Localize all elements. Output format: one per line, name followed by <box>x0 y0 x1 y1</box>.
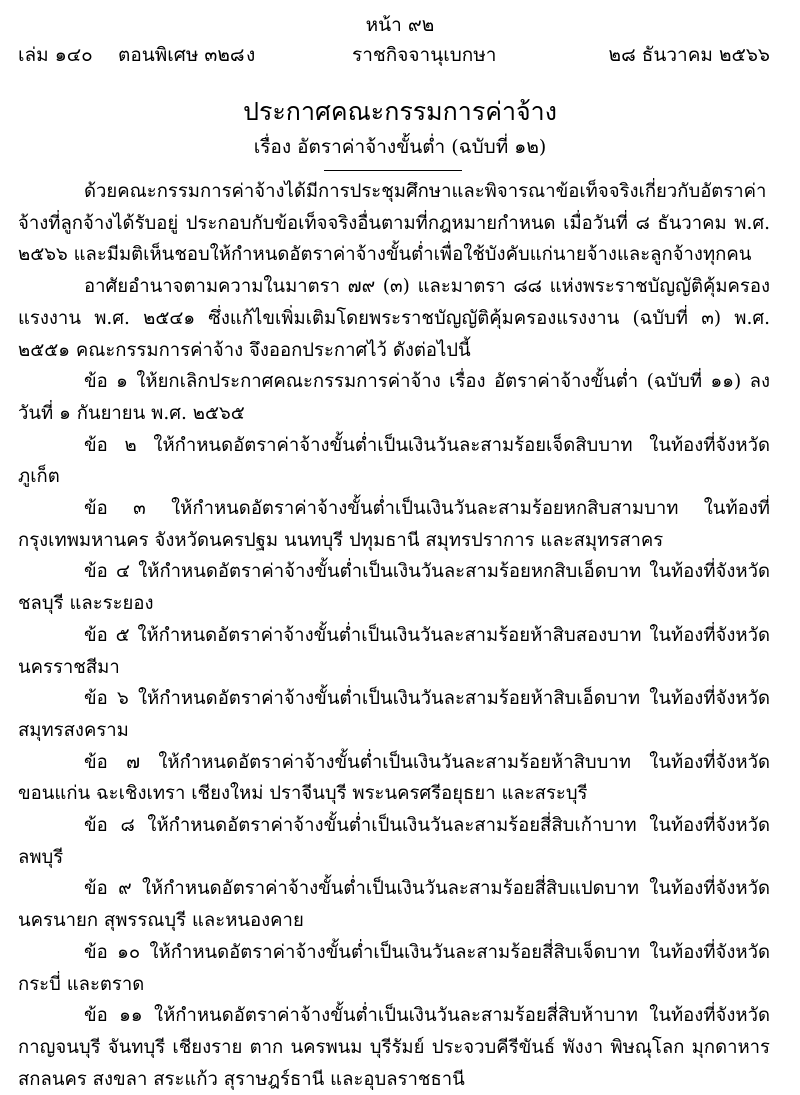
clause-11: ข้อ ๑๑ ให้กำหนดอัตราค่าจ้างขั้นต่ำเป็นเงินวันละสามร้อยสี่สิบห้าบาท ในท้องที่จังหวัดกาญจนบุรี จันทบุรี เชียงราย ตาก นครพนม บุรีรัมย์ ประจวบคีรีขันธ์ พังงา พิษณุโลก มุกดาหาร สกลนคร สงขลา สระแก้ว สุราษฎร์ธานี และอุบลราชธานี <box>18 1005 770 1090</box>
announcement-title: ประกาศคณะกรรมการค่าจ้าง <box>243 97 557 126</box>
authority-paragraph: อาศัยอำนาจตามความในมาตรา ๗๙ (๓) และมาตรา ๘๘ แห่งพระราชบัญญัติคุ้มครองแรงงาน พ.ศ. ๒๕๔๑ ซึ่งแก้ไขเพิ่มเติมโดยพระราชบัญญัติคุ้มครองแรงงาน (ฉบับที่ ๓) พ.ศ. ๒๕๕๑ คณะกรรมการค่าจ้าง จึงออกประกาศไว้ ดังต่อไปนี้ <box>18 276 770 361</box>
clause-1: ข้อ ๑ ให้ยกเลิกประกาศคณะกรรมการค่าจ้าง เรื่อง อัตราค่าจ้างขั้นต่ำ (ฉบับที่ ๑๑) ลงวันที่ ๑ กันยายน พ.ศ. ๒๕๖๕ <box>18 371 770 424</box>
publication-date: ๒๘ ธันวาคม ๒๕๖๖ <box>608 44 770 66</box>
clause-2: ข้อ ๒ ให้กำหนดอัตราค่าจ้างขั้นต่ำเป็นเงินวันละสามร้อยเจ็ดสิบบาท ในท้องที่จังหวัดภูเก็ต <box>18 434 770 488</box>
preamble-paragraph: ด้วยคณะกรรมการค่าจ้างได้มีการประชุมศึกษาและพิจารณาข้อเท็จจริงเกี่ยวกับอัตราค่าจ้างที่ลูกจ้างได้รับอยู่ ประกอบกับข้อเท็จจริงอื่นตามที่กฎหมายกำหนด เมื่อวันที่ ๘ ธันวาคม พ.ศ. ๒๕๖๖ และมีมติเห็นชอบให้กำหนดอัตราค่าจ้างขั้นต่ำเพื่อใช้บังคับแก่นายจ้างและลูกจ้างทุกคน <box>18 181 770 266</box>
clause-10: ข้อ ๑๐ ให้กำหนดอัตราค่าจ้างขั้นต่ำเป็นเงินวันละสามร้อยสี่สิบเจ็ดบาท ในท้องที่จังหวัดกระบี่ และตราด <box>18 941 770 995</box>
gazette-name: ราชกิจจานุเบกษา <box>352 44 497 66</box>
clause-5: ข้อ ๕ ให้กำหนดอัตราค่าจ้างขั้นต่ำเป็นเงินวันละสามร้อยห้าสิบสองบาท ในท้องที่จังหวัดนครราชสีมา <box>18 624 770 678</box>
clause-3: ข้อ ๓ ให้กำหนดอัตราค่าจ้างขั้นต่ำเป็นเงินวันละสามร้อยหกสิบสามบาท ในท้องที่กรุงเทพมหานคร จังหวัดนครปฐม นนทบุรี ปทุมธานี สมุทรปราการ และสมุทรสาคร <box>18 498 770 551</box>
title-divider <box>324 170 462 171</box>
clause-7: ข้อ ๗ ให้กำหนดอัตราค่าจ้างขั้นต่ำเป็นเงินวันละสามร้อยห้าสิบบาท ในท้องที่จังหวัดขอนแก่น ฉะเชิงเทรา เชียงใหม่ ปราจีนบุรี พระนครศรีอยุธยา และสระบุรี <box>18 751 770 805</box>
announcement-body <box>18 176 770 1095</box>
announcement-subject: เรื่อง อัตราค่าจ้างขั้นต่ำ (ฉบับที่ ๑๒) <box>253 136 547 158</box>
clause-4: ข้อ ๔ ให้กำหนดอัตราค่าจ้างขั้นต่ำเป็นเงินวันละสามร้อยหกสิบเอ็ดบาท ในท้องที่จังหวัดชลบุรี และระยอง <box>18 561 770 615</box>
clause-8: ข้อ ๘ ให้กำหนดอัตราค่าจ้างขั้นต่ำเป็นเงินวันละสามร้อยสี่สิบเก้าบาท ในท้องที่จังหวัดลพบุรี <box>18 815 770 868</box>
issue-number: ตอนพิเศษ ๓๒๘ <box>118 44 245 66</box>
clause-6: ข้อ ๖ ให้กำหนดอัตราค่าจ้างขั้นต่ำเป็นเงินวันละสามร้อยห้าสิบเอ็ดบาท ในท้องที่จังหวัดสมุทรสงคราม <box>18 688 770 741</box>
page-number: หน้า ๙๒ <box>365 14 435 36</box>
section-letter: ง <box>246 44 256 66</box>
volume-number: เล่ม ๑๔๐ <box>18 44 93 66</box>
gazette-header <box>18 40 770 66</box>
clause-9: ข้อ ๙ ให้กำหนดอัตราค่าจ้างขั้นต่ำเป็นเงินวันละสามร้อยสี่สิบแปดบาท ในท้องที่จังหวัดนครนายก สุพรรณบุรี และหนองคาย <box>18 878 770 932</box>
